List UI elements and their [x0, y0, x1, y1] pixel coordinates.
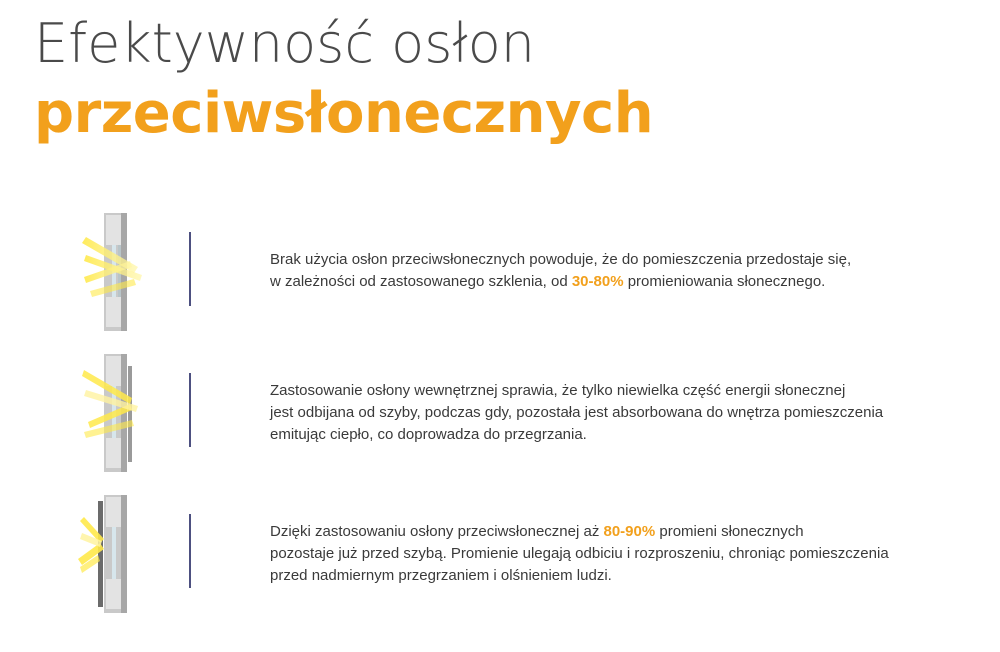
text-line: przed nadmiernym przegrzaniem i olśnieniem ludzi. — [270, 567, 612, 584]
text-line: jest odbijana od szyby, podczas gdy, pozostała jest absorbowana do wnętrza pomieszczenia — [270, 404, 884, 421]
window-no-shade-icon — [74, 205, 158, 335]
window-outer-shade-icon — [74, 487, 158, 617]
section-text — [270, 521, 950, 587]
text-line: emitując ciepło, co doprowadza do przegrzania. — [270, 426, 587, 443]
section-text — [270, 380, 950, 446]
section-outer-shade — [0, 487, 1000, 617]
percentage-highlight: 80-90% — [603, 523, 656, 540]
section-divider — [189, 373, 191, 447]
text-line: pozostaje już przed szybą. Promienie ulegają odbiciu i rozproszeniu, chroniąc pomieszczenia — [270, 545, 889, 562]
text-line: Zastosowanie osłony wewnętrznej sprawia, że tylko niewielka część energii słonecznej — [270, 382, 846, 399]
text-line: Brak użycia osłon przeciwsłonecznych powoduje, że do pomieszczenia przedostaje się, — [270, 251, 852, 268]
section-no-shade — [0, 205, 1000, 335]
page-title-line1: Efektywność osłon — [34, 12, 535, 75]
percentage-highlight: 30-80% — [571, 273, 624, 290]
page-title-line2: przeciwsłonecznych — [34, 81, 654, 146]
section-inner-shade — [0, 346, 1000, 476]
text-line: w zależności od zastosowanego szklenia, od 30-80% promieniowania słonecznego. — [270, 273, 826, 290]
text-line: Dzięki zastosowaniu osłony przeciwsłonecznej aż 80-90% promieni słonecznych — [270, 523, 804, 540]
section-text — [270, 249, 950, 293]
window-inner-shade-icon — [74, 346, 158, 476]
section-divider — [189, 232, 191, 306]
section-divider — [189, 514, 191, 588]
